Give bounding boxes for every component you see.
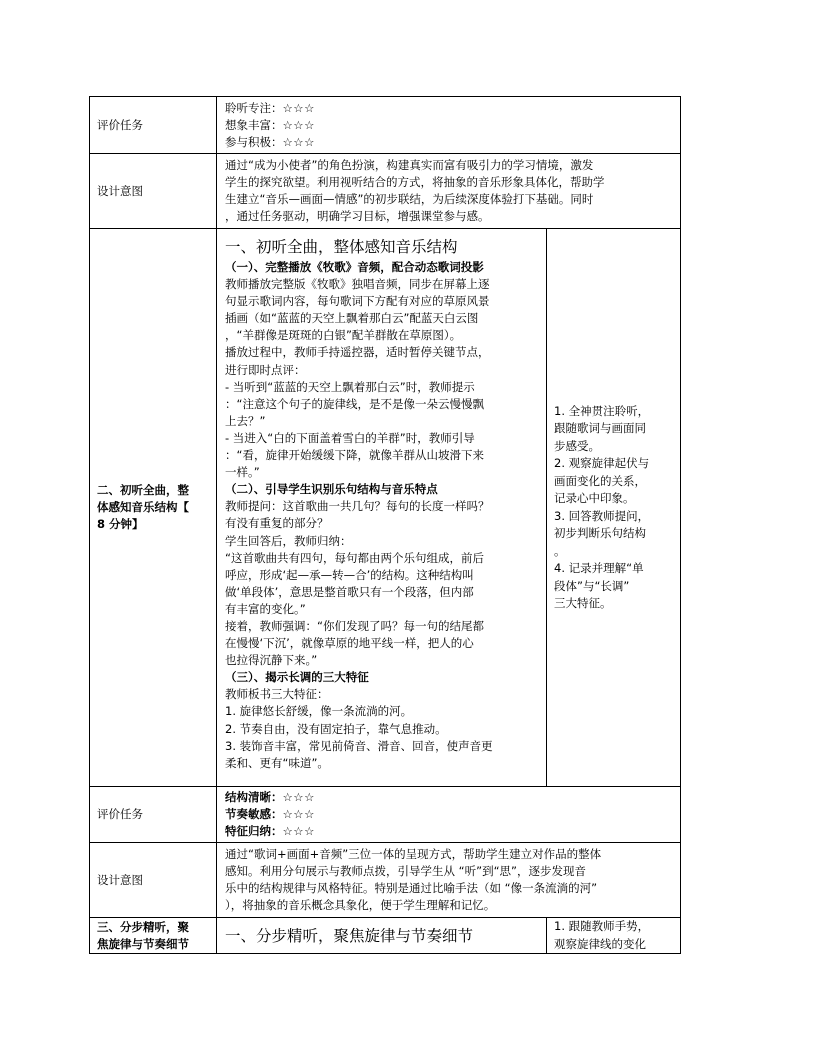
text-line: ，“羊群像是斑斑的白银”配羊群散在草原图）。 xyxy=(225,328,462,343)
text-line: 。 xyxy=(554,543,566,558)
evaluation-row-2 xyxy=(90,787,681,843)
row-label: 评价任务 xyxy=(90,787,217,843)
teacher-activity xyxy=(217,918,547,954)
text-line: 记录心中印象。 xyxy=(554,491,635,505)
text-line: 乐中的结构规律与风格特征。特别是通过比喻手法（如 “像一条流淌的河” xyxy=(225,881,598,895)
text-line: 学生的探究欲望。利用视听结合的方式，将抽象的音乐形象具体化，帮助学 xyxy=(225,175,605,189)
text-line: ），将抽象的音乐概念具象化，便于学生理解和记忆。 xyxy=(225,898,496,912)
text-line: 也拉得沉静下来。” xyxy=(225,653,318,668)
teacher-activity xyxy=(217,229,547,787)
text-line: 呼应，形成‘起—承—转—合’的结构。这种结构叫 xyxy=(225,567,474,582)
text-line: 教师播放完整版《牧歌》独唱音频，同步在屏幕上逐 xyxy=(225,277,490,292)
text-line: 有丰富的变化。” xyxy=(225,601,306,616)
lesson-plan-table xyxy=(89,96,681,954)
text-line: 进行即时点评： xyxy=(225,362,306,377)
row-label: 评价任务 xyxy=(90,97,217,154)
text-line: 通过“成为小使者”的角色扮演，构建真实而富有吸引力的学习情境，激发 xyxy=(225,158,594,172)
subsection-heading: （一）、完整播放《牧歌》音频，配合动态歌词投影 xyxy=(225,260,484,274)
star-rating: ☆☆☆ xyxy=(282,134,315,149)
text-line: 插画（如“蓝蓝的天空上飘着那白云”配蓝天白云图 xyxy=(225,311,479,326)
text-line: - 当听到“蓝蓝的天空上飘着那白云”时，教师提示 xyxy=(225,379,475,394)
activity-row-2 xyxy=(90,229,681,787)
evaluation-item: 想象丰富：☆☆☆ xyxy=(225,117,315,132)
star-rating: ☆☆☆ xyxy=(282,790,315,804)
text-line: 有没有重复的部分？ xyxy=(225,516,329,531)
evaluation-item: 聆听专注：☆☆☆ xyxy=(225,100,315,115)
text-line: 步感受。 xyxy=(554,438,600,453)
text-line: 句显示歌词内容，每句歌词下方配有对应的草原风景 xyxy=(225,294,490,309)
text-line: 观察旋律线的变化 xyxy=(554,936,646,951)
text-line: 感知。利用分句展示与教师点拨，引导学生从 “听”到“思”，逐步发现音 xyxy=(225,864,586,878)
text-line: 在慢慢‘下沉’，就像草原的地平线一样，把人的心 xyxy=(225,636,474,651)
student-activity xyxy=(547,918,681,954)
evaluation-row-1 xyxy=(90,97,681,154)
stage-label: 三、分步精听，聚 焦旋律与节奏细节 xyxy=(90,918,217,954)
text-line: 接着，教师强调：“你们发现了吗？每一句的结尾都 xyxy=(225,618,484,633)
activity-row-3 xyxy=(90,918,681,954)
text-line: 学生回答后，教师归纳： xyxy=(225,533,352,548)
evaluation-items xyxy=(217,787,681,843)
text-line: ：“注意这个句子的旋律线，是不是像一朵云慢慢飘 xyxy=(225,396,484,411)
text-line: 上去？” xyxy=(225,413,266,428)
evaluation-items xyxy=(217,97,681,154)
subsection-heading: （三）、揭示长调的三大特征 xyxy=(225,670,369,685)
section-heading: 一、初听全曲，整体感知音乐结构 xyxy=(225,238,458,256)
text-line: 3. 装饰音丰富，常见前倚音、滑音、回音，使声音更 xyxy=(225,738,493,753)
text-line: 1. 跟随教师手势， xyxy=(554,919,650,933)
row-label: 设计意图 xyxy=(90,843,217,918)
text-line: 4. 记录并理解“单 xyxy=(554,561,644,575)
section-heading: 一、分步精听，聚焦旋律与节奏细节 xyxy=(225,926,474,945)
evaluation-item: 参与积极：☆☆☆ xyxy=(225,134,315,149)
text-line: 教师板书三大特征： xyxy=(225,687,329,702)
text-line: 做‘单段体’，意思是整首歌只有一个段落，但内部 xyxy=(225,584,474,599)
text-line: 2. 节奏自由，没有固定拍子，靠气息推动。 xyxy=(225,721,447,736)
stage-label: 二、初听全曲，整 体感知音乐结构【 8 分钟】 xyxy=(90,229,217,787)
text-line: 画面变化的关系， xyxy=(554,473,646,488)
text-line: 跟随歌词与画面同 xyxy=(554,421,646,435)
text-line: 柔和、更有“味道”。 xyxy=(225,755,329,770)
text-line: 1. 旋律悠长舒缓，像一条流淌的河。 xyxy=(225,704,413,719)
text-line: 段体”与“长调” xyxy=(554,578,630,593)
text-line: 一样。” xyxy=(225,465,260,480)
text-line: 教师提问：这首歌曲一共几句？每句的长度一样吗？ xyxy=(225,499,490,514)
design-intent-row-1 xyxy=(90,154,681,229)
evaluation-item: 结构清晰：☆☆☆ xyxy=(225,790,315,804)
text-line: 初步判断乐句结构 xyxy=(554,526,646,540)
star-rating: ☆☆☆ xyxy=(282,807,315,821)
star-rating: ☆☆☆ xyxy=(282,117,315,132)
text-line: 3. 回答教师提问， xyxy=(554,508,650,523)
text-line: 通过“歌词+画面+音频”三位一体的呈现方式，帮助学生建立对作品的整体 xyxy=(225,847,602,861)
student-activity-lines xyxy=(554,403,676,613)
text-line: 播放过程中，教师手持遥控器，适时暂停关键节点， xyxy=(225,345,490,360)
text-line: 2. 观察旋律起伏与 xyxy=(554,456,650,470)
text-line: “这首歌曲共有四句，每句都由两个乐句组成，前后 xyxy=(225,550,484,565)
subsection-heading: （二）、引导学生识别乐句结构与音乐特点 xyxy=(225,482,438,497)
design-intent-text xyxy=(217,154,681,229)
evaluation-item: 特征归纳：☆☆☆ xyxy=(225,824,315,838)
row-label: 设计意图 xyxy=(90,154,217,229)
star-rating: ☆☆☆ xyxy=(282,100,315,115)
text-line: ，通过任务驱动，明确学习目标，增强课堂参与感。 xyxy=(225,209,490,223)
text-line: ：“看，旋律开始缓缓下降，就像羊群从山坡滑下来 xyxy=(225,448,484,463)
student-activity xyxy=(547,229,681,787)
text-line: - 当进入“白的下面盖着雪白的羊群”时，教师引导 xyxy=(225,430,475,445)
text-line: 1. 全神贯注聆听， xyxy=(554,403,650,418)
design-intent-row-2 xyxy=(90,843,681,918)
teacher-activity-lines xyxy=(225,259,542,772)
evaluation-item: 节奏敏感：☆☆☆ xyxy=(225,807,315,821)
design-intent-text xyxy=(217,843,681,918)
text-line: 生建立“音乐—画面—情感”的初步联结，为后续深度体验打下基础。同时 xyxy=(225,192,594,206)
star-rating: ☆☆☆ xyxy=(282,824,315,838)
text-line: 三大特征。 xyxy=(554,596,612,610)
